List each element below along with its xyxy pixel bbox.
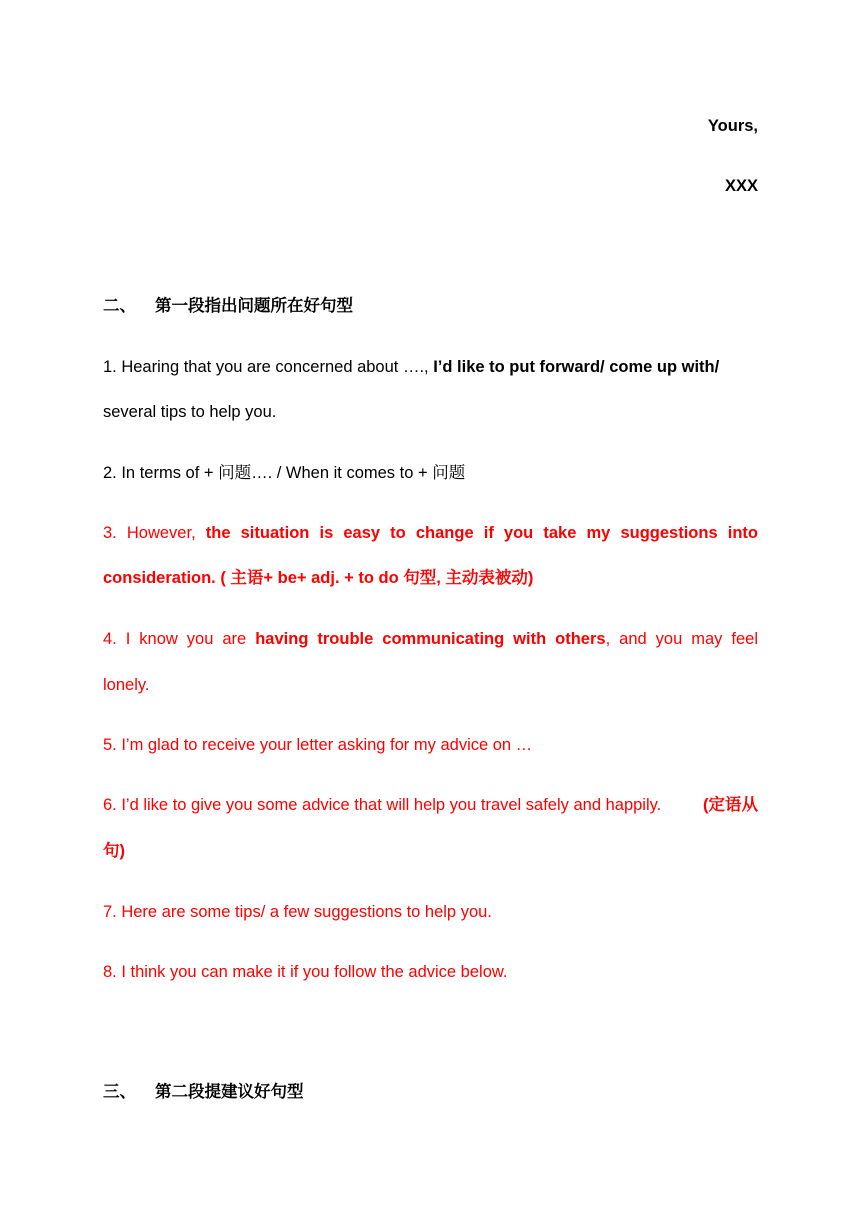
section-heading	[103, 295, 758, 317]
list-item: 2. In terms of + 问题…. / When it comes to + 问题	[103, 464, 466, 482]
section-number: 三、	[103, 1083, 136, 1101]
section-title: 第二段提建议好句型	[155, 1083, 304, 1101]
section-title: 第一段指出问题所在好句型	[155, 297, 353, 315]
list-item	[103, 628, 758, 650]
section-heading	[103, 1081, 758, 1103]
list-item-continuation: 句)	[103, 842, 125, 860]
item-text: 1. Hearing that you are concerned about ….,	[103, 358, 434, 376]
item-bold-text: (定语从	[703, 796, 758, 814]
item-bold-text: I’d like to put forward/ come up with/	[433, 358, 720, 376]
closing-yours: Yours,	[707, 117, 758, 135]
item-bold-text: having trouble communicating with others	[255, 630, 606, 648]
item-text: 3. However,	[103, 524, 206, 542]
item-bold-text: the situation is easy to change if you take my suggestions into	[205, 524, 758, 542]
list-item: 5. I’m glad to receive your letter asking for my advice on …	[103, 736, 533, 754]
list-item	[103, 522, 758, 544]
list-item	[103, 794, 758, 816]
list-item	[103, 356, 758, 378]
item-text: 6. I’d like to give you some advice that will help you travel safely and happily.	[103, 796, 662, 814]
list-item-continuation: several tips to help you.	[103, 403, 277, 421]
list-item-continuation: consideration. ( 主语+ be+ adj. + to do 句型, 主动表被动)	[103, 569, 534, 587]
document-page	[103, 0, 758, 1217]
list-item: 8. I think you can make it if you follow the advice below.	[103, 963, 508, 981]
closing-name: XXX	[724, 177, 758, 195]
item-text: 4. I know you are	[103, 630, 256, 648]
list-item: 7. Here are some tips/ a few suggestions to help you.	[103, 903, 492, 921]
item-text: , and you may feel	[605, 630, 758, 648]
section-number: 二、	[103, 297, 136, 315]
list-item-continuation: lonely.	[103, 676, 150, 694]
